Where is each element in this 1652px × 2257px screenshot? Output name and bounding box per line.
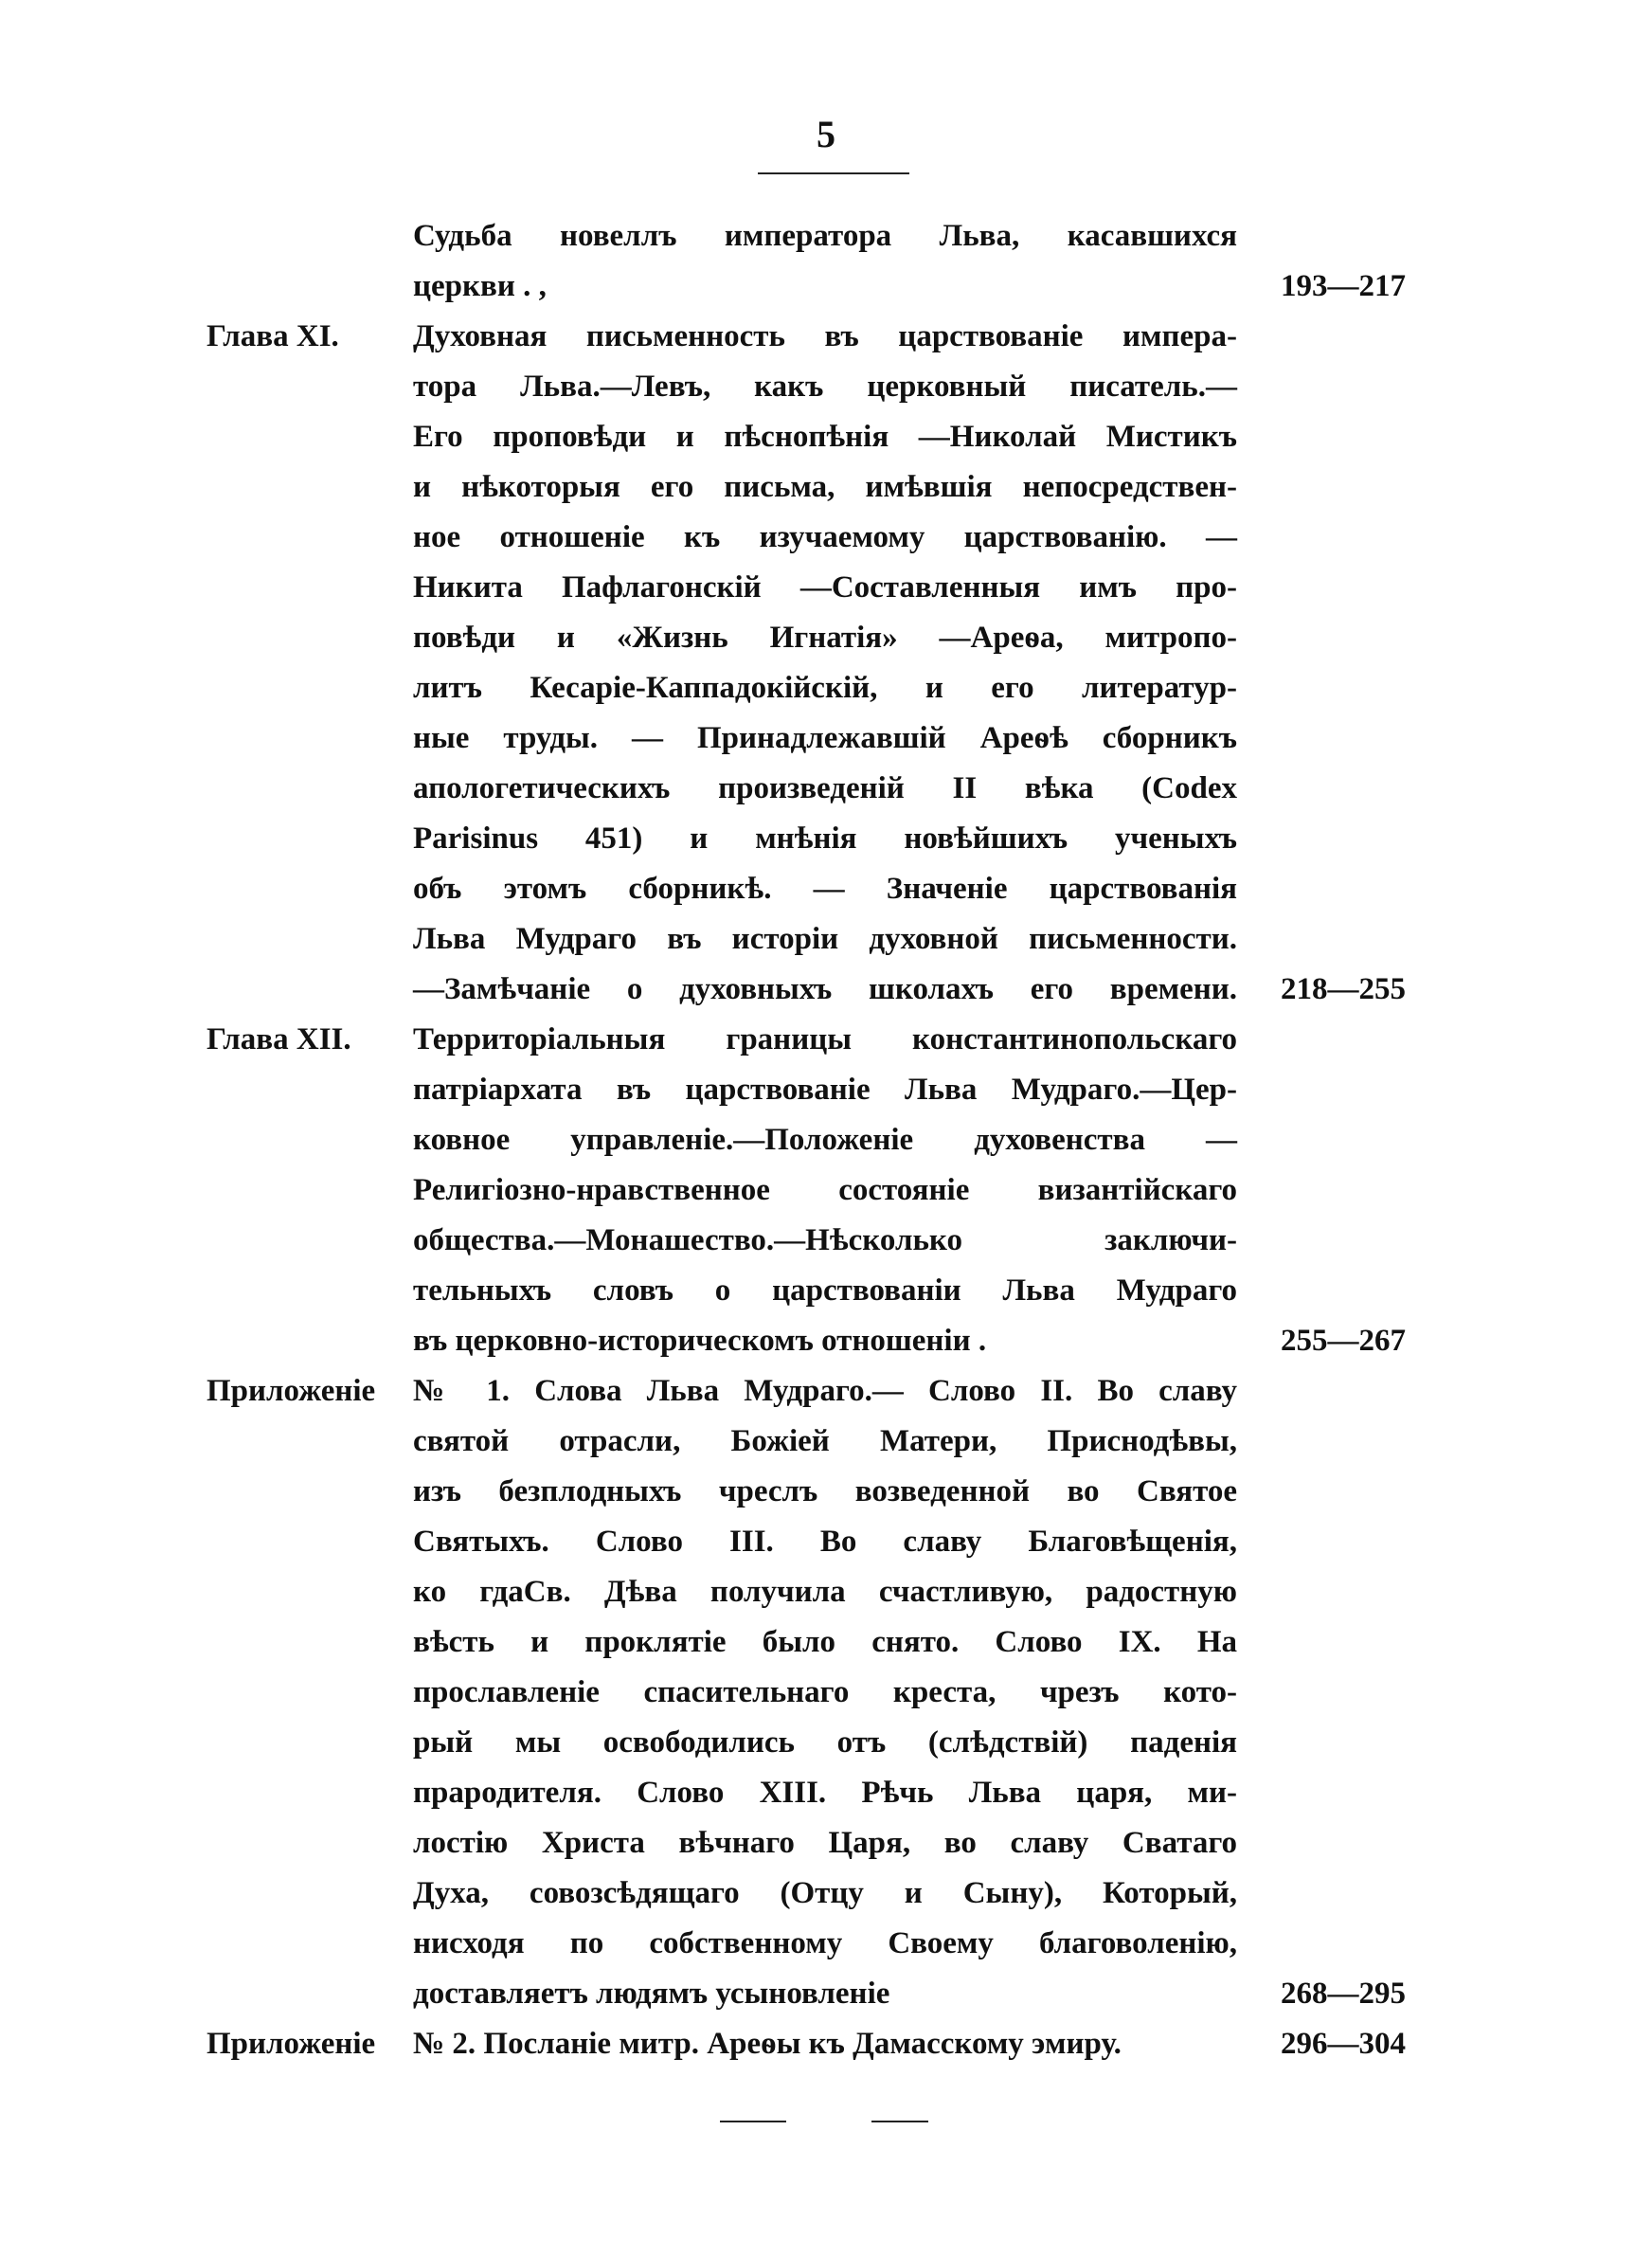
toc-entry-appendix-2: [0, 2019, 1652, 2069]
entry-line: святой отрасли, Божіей Матери, Приснодѣвы,: [413, 1424, 1237, 1458]
toc-entry-chapter-11: [0, 312, 1652, 1015]
entry-line: и нѣкоторыя его письма, имѣвшія непосредствен-: [413, 470, 1237, 504]
entry-pages: 268—295: [1281, 1977, 1406, 2011]
entry-line: объ этомъ сборникѣ. — Значеніе царствованія: [413, 872, 1237, 906]
toc-entry-novels: [0, 211, 1652, 312]
entry-line: Parisinus 451) и мнѣнія новѣйшихъ ученыхъ: [413, 822, 1237, 856]
entry-line: патріархата въ царствованіе Льва Мудраго.—Цер-: [413, 1073, 1237, 1107]
entry-line: тора Льва.—Левъ, какъ церковный писатель.—: [413, 370, 1237, 404]
entry-line: изъ безплодныхъ чреслъ возведенной во Святое: [413, 1474, 1237, 1508]
entry-line: Территоріальныя границы константинопольскаго: [413, 1022, 1237, 1056]
header-rule: [758, 172, 909, 174]
entry-line: —Замѣчаніе о духовныхъ школахъ его времени.: [413, 972, 1237, 1006]
entry-label: Глава XII.: [206, 1022, 351, 1056]
toc-entry-appendix-1: [0, 1366, 1652, 2019]
footer-rule-left: [720, 2121, 786, 2122]
entry-line: Его проповѣди и пѣснопѣнія —Николай Мистикъ: [413, 420, 1237, 454]
entry-line: доставляетъ людямъ усыновленіе: [413, 1977, 890, 2011]
entry-line: церкви . ,: [413, 269, 547, 303]
entry-line: Духовная письменность въ царствованіе импера-: [413, 319, 1237, 353]
entry-label: Глава XI.: [206, 319, 339, 353]
table-of-contents: [0, 211, 1652, 2069]
entry-description: [413, 312, 1237, 1015]
entry-line: литъ Кесаріе-Каппадокійскій, и его литератур-: [413, 671, 1237, 705]
entry-line: въ церковно-историческомъ отношеніи .: [413, 1324, 987, 1358]
entry-line: Судьба новеллъ императора Льва, касавшихся: [413, 219, 1237, 253]
entry-description: [413, 211, 1237, 312]
entry-description: [413, 2019, 1237, 2069]
entry-label: Приложеніе: [206, 1374, 376, 1408]
entry-pages: 255—267: [1281, 1324, 1406, 1358]
entry-label: Приложеніе: [206, 2027, 376, 2061]
footer-rule-right: [871, 2121, 928, 2122]
entry-pages: 193—217: [1281, 269, 1406, 303]
entry-description: [413, 1015, 1237, 1366]
entry-pages: 296—304: [1281, 2027, 1406, 2061]
entry-line: ное отношеніе къ изучаемому царствованію. —: [413, 520, 1237, 554]
entry-line: Религіозно-нравственное состояніе византійскаго: [413, 1173, 1237, 1207]
entry-line: апологетическихъ произведеній II вѣка (Codex: [413, 771, 1237, 805]
entry-description: [413, 1366, 1237, 2019]
entry-line: Святыхъ. Слово III. Во славу Благовѣщенія,: [413, 1525, 1237, 1559]
entry-line: прославленіе спасительнаго креста, чрезъ кото-: [413, 1675, 1237, 1709]
entry-line: вѣсть и проклятіе было снято. Слово IX. На: [413, 1625, 1237, 1659]
entry-pages: 218—255: [1281, 972, 1406, 1006]
entry-line: № 1. Слова Льва Мудраго.— Слово II. Во славу: [413, 1374, 1237, 1408]
entry-line: повѣди и «Жизнь Игнатія» —Ареѳа, митропо-: [413, 621, 1237, 655]
toc-entry-chapter-12: [0, 1015, 1652, 1366]
entry-line: Духа, совозсѣдящаго (Отцу и Сыну), Который,: [413, 1876, 1237, 1910]
entry-line: прародителя. Слово XIII. Рѣчь Льва царя, ми-: [413, 1776, 1237, 1810]
entry-line: лостію Христа вѣчнаго Царя, во славу Сватаго: [413, 1826, 1237, 1860]
entry-line: ные труды. — Принадлежавшій Ареѳѣ сборникъ: [413, 721, 1237, 755]
entry-line: тельныхъ словъ о царствованіи Льва Мудраго: [413, 1273, 1237, 1308]
entry-line: Льва Мудраго въ исторіи духовной письменности.: [413, 922, 1237, 956]
entry-line: нисходя по собственному Своему благоволенію,: [413, 1926, 1237, 1960]
entry-line: рый мы освободились отъ (слѣдствій) паденія: [413, 1725, 1237, 1760]
entry-line: общества.—Монашество.—Нѣсколько заключи-: [413, 1223, 1237, 1257]
page-number: 5: [817, 113, 835, 155]
entry-line: Никита Пафлагонскій —Составленныя имъ про-: [413, 570, 1237, 605]
entry-line: № 2. Посланіе митр. Ареѳы къ Дамасскому эмиру.: [413, 2027, 1122, 2061]
entry-line: ко гдаСв. Дѣва получила счастливую, радостную: [413, 1575, 1237, 1609]
entry-line: ковное управленіе.—Положеніе духовенства —: [413, 1123, 1237, 1157]
